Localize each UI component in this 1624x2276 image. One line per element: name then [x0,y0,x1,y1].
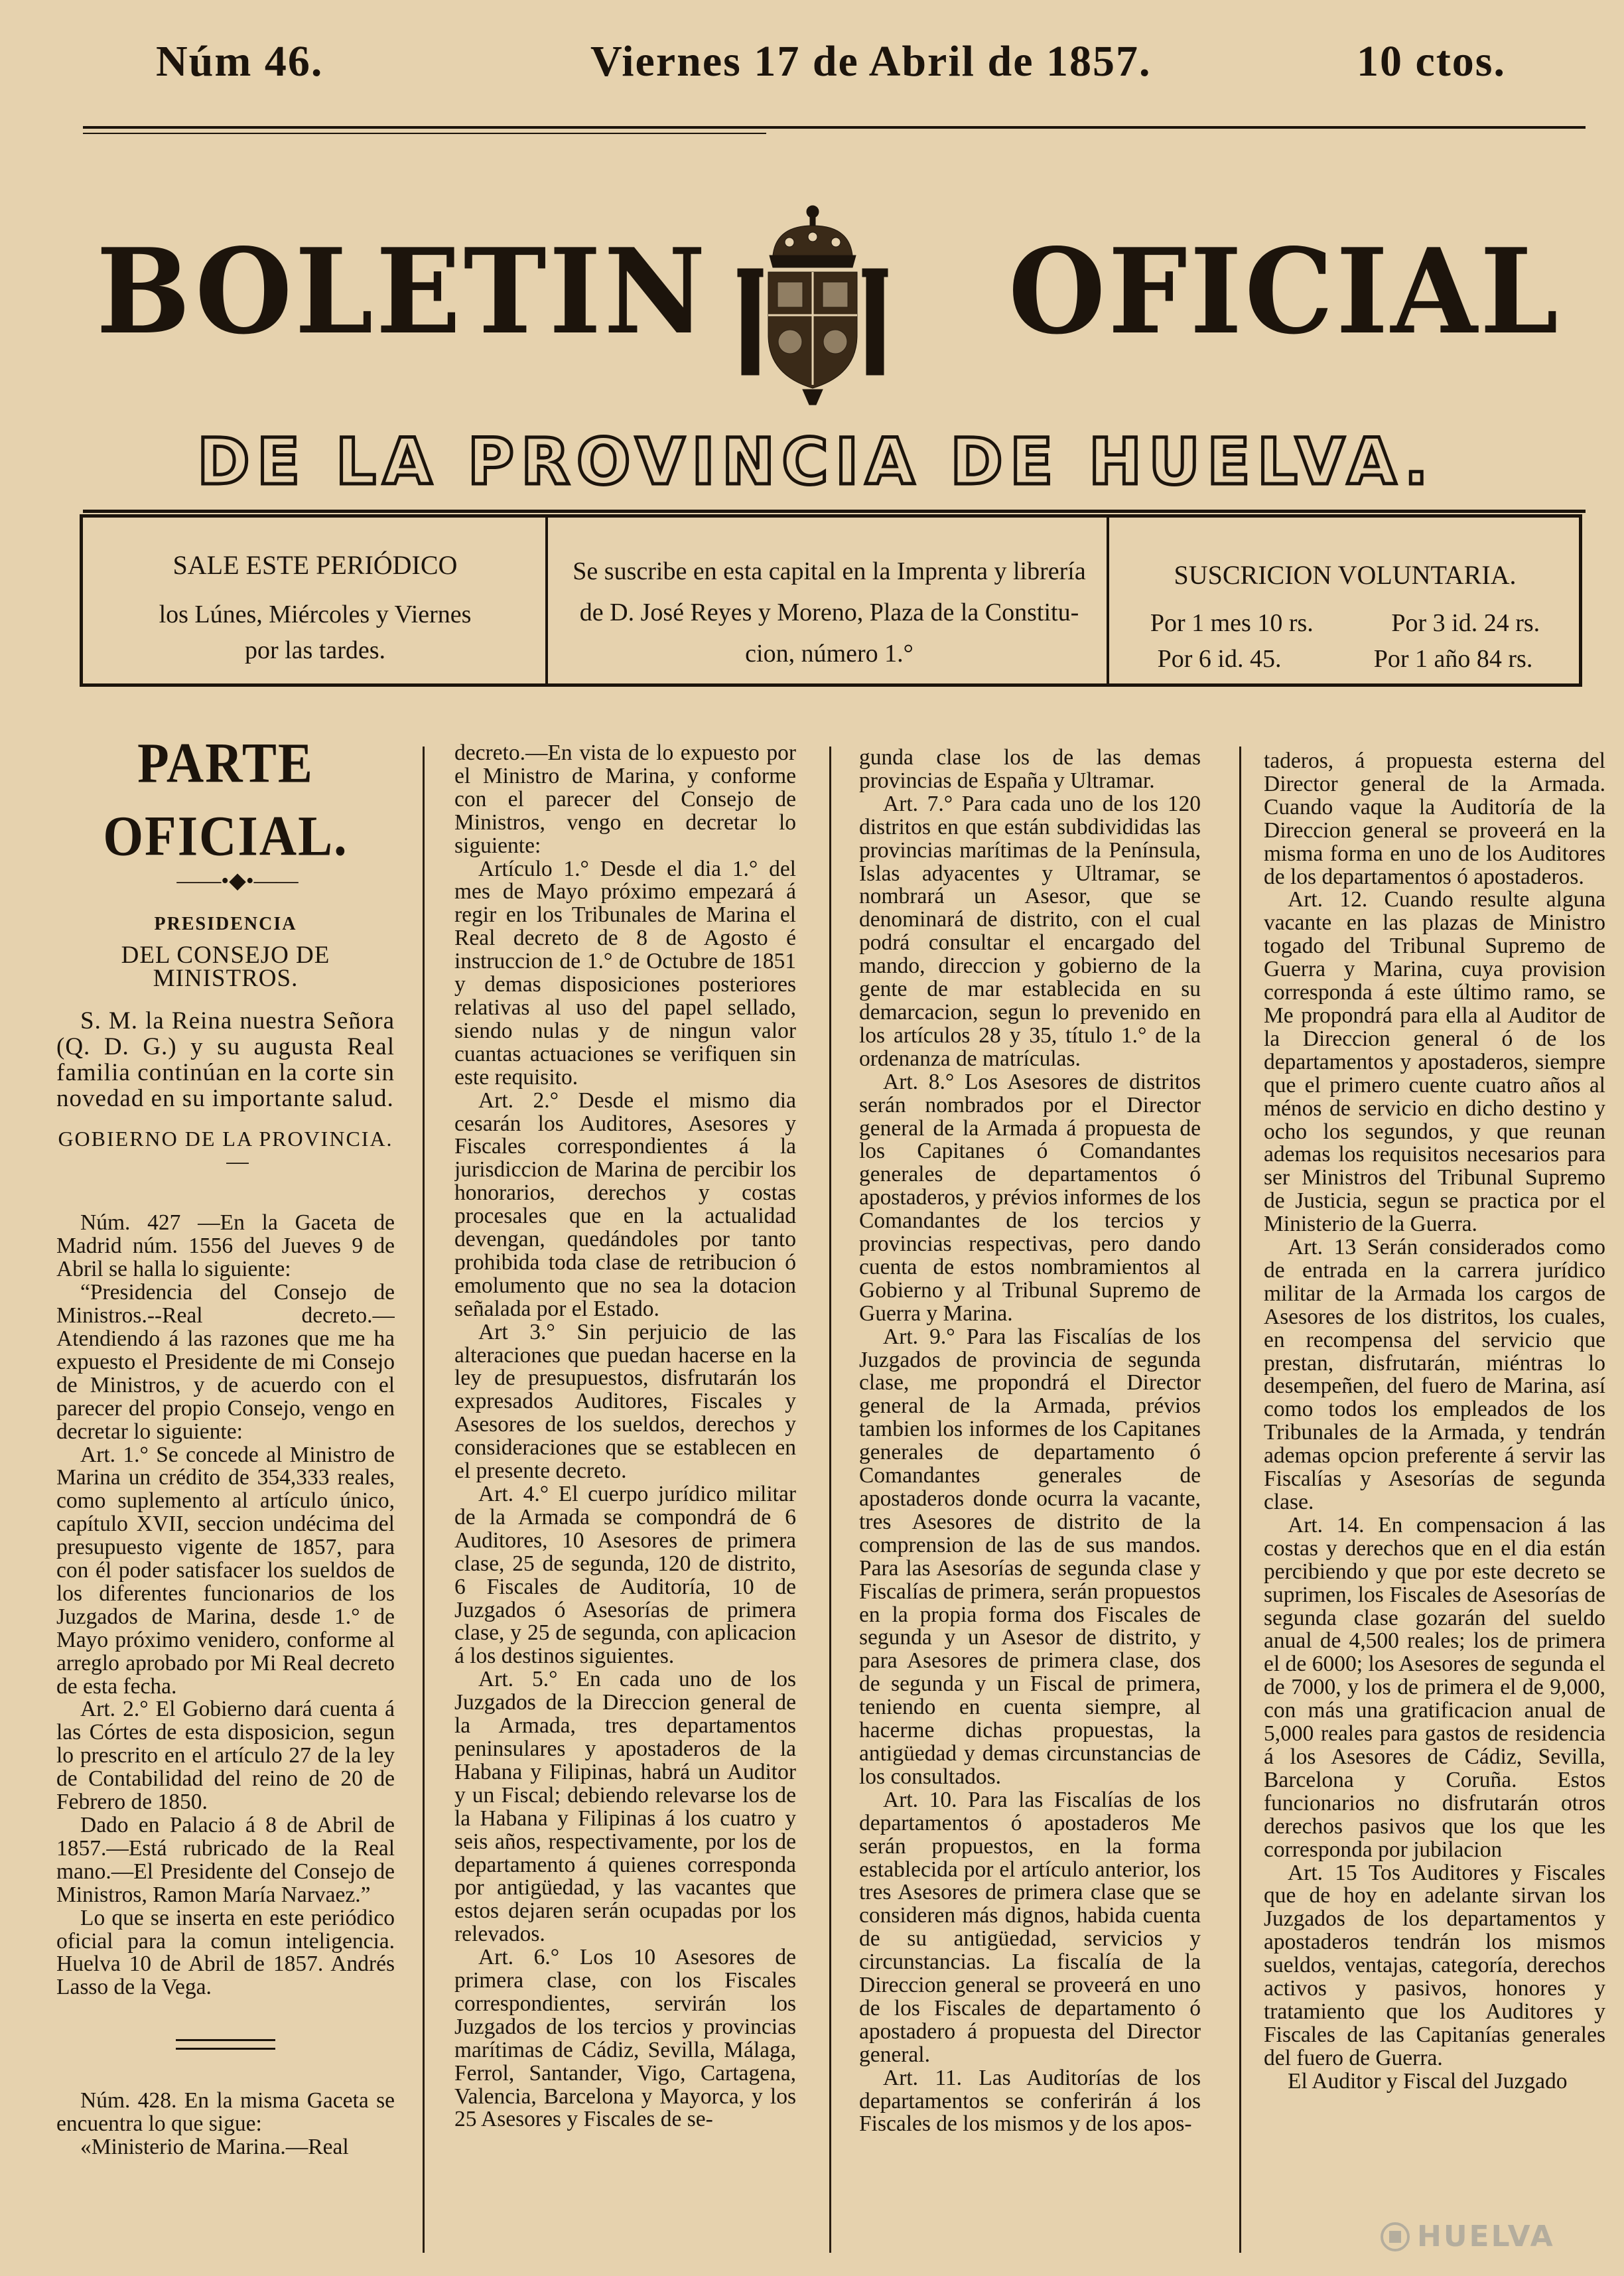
infobox-divider-2 [1107,518,1109,683]
publication-days-line1: los Lúnes, Miércoles y Viernes [159,601,472,628]
archive-watermark [1380,2220,1555,2253]
column-rule-2 [829,747,831,2253]
subscription-prices-cell [1111,518,1579,683]
col2-paragraph-art-6: Art. 6.° Los 10 Asesores de primera clase, con los Fiscales correspondientes, servirán los Juzgados de los tercios y provincias marítimas de Cádiz, Sevilla, Málaga, Ferrol, Santander, Vigo, Cartagena, Valencia, Barcelona y Mayorca, y los 25 Asesores y Fiscales de se- [454,1945,796,2132]
section-ornament: ——•◆•—— [176,869,299,893]
heading-consejo-ministros: DEL CONSEJO DE MINISTROS. [121,941,330,992]
publication-days-cell [83,518,547,683]
col2-paragraph-articulo-1: Artículo 1.° Desde el dia 1.° del mes de Mayo próximo empezará á regir en los Tribunales de Marina el Real decreto de 8 de Agosto é instruccion de 1.° de Octubre de 1851 y demas disposiciones posteriores relativas al uso del papel sellado, siendo nulas y de ningun valor cuantas actuaciones se verifiquen sin este requisito. [454,856,796,1090]
col2-paragraph-art-4: Art. 4.° El cuerpo jurídico militar de la Armada se compondrá de 6 Auditores, 10 Asesores de primera clase, 25 de segunda, 120 de distrito, 6 Fiscales de Auditoría, 10 de Juzgados ó Asesorías de primera clase, y 25 de segunda, con aplicacion á los destinos siguientes. [454,1482,796,1669]
col4-paragraph-1: taderos, á propuesta esterna del Director general de la Armada. Cuando vaque la Auditoría de la Direccion general se proveerá en la misma forma en uno de los Auditores de los departamentos ó apostaderos. [1264,750,1605,889]
col2-paragraph-art-3: Art 3.° Sin perjuicio de las alteraciones que puedan hacerse en la ley de presupuestos, disfrutarán los expresados Auditores, Fiscales y Asesores de los sueldos, derechos y consideraciones que se establecen en el presente decreto. [454,1319,796,1484]
price-6-months: Por 6 id. 45. [1157,645,1282,673]
col2-paragraph-art-2: Art. 2.° Desde el mismo dia cesarán los Auditores, Asesores y Fiscales correspondientes á la jurisdiccion de Marina de percibir los honorarios, derechos y costas procesales que en la actualidad devengan, quedándoles por tanto prohibida toda clase de retribucion ó emolumento que no sea la dotacion señalada por el Estado. [454,1088,796,1321]
col3-paragraph-1: gunda clase los de las demas provincias de España y Ultramar. [859,747,1201,793]
issue-number: Núm 46. [156,37,324,86]
subscription-place-line2: de D. José Reyes y Moreno, Plaza de la Constitu- [579,599,1079,626]
paragraph-num-427: Núm. 427 —En la Gaceta de Madrid núm. 1556 del Jueves 9 de Abril se halla lo siguiente: [56,1210,395,1282]
column-3 [859,747,1201,2273]
paragraph-ministerio-marina: «Ministerio de Marina.—Real [80,2135,349,2160]
issue-date: Viernes 17 de Abril de 1857. [590,37,1152,86]
col3-paragraph-art-7: Art. 7.° Para cada uno de los 120 distritos en que están subdivididas las provincias marítimas de la Península, Islas adyacentes y Ultramar, se nombrará un Asesor, que se denominará de distrito, con el cual podrá consultar el encargado del mando, direccion y gobierno de la gente de mar establecida en su demarcacion, segun lo prevenido en los artículos 28 y 35, título 1.° de la ordenanza de matrículas. [859,791,1201,1071]
issue-price: 10 ctos. [1357,37,1506,86]
double-rule-divider [176,2039,275,2050]
title-boletin: BOLETIN [96,222,709,360]
title-oficial: OFICIAL [1008,222,1561,360]
watermark-logo-icon [1380,2222,1410,2252]
masthead-info-line [0,36,1624,90]
subtitle-rule [83,510,1586,513]
column-1 [56,733,395,2259]
price-1-year: Por 1 año 84 rs. [1373,645,1533,673]
col4-paragraph-art-13: Art. 13 Serán considerados como de entrada en la carrera jurídico militar de la Armada los cargos de Asesores de los distritos, los cuales, en recompensa del servicio que prestan, disfrutarán, miéntras lo desempeñen, del fuero de Marina, así como todos los empleados de los Tribunales de la Armada, y tendrán ademas opcion preferente á servir las Fiscalías y Asesorías de segunda clase. [1264,1235,1605,1514]
heading-dash: — [226,1149,249,1174]
price-3-months: Por 3 id. 24 rs. [1391,609,1540,637]
column-4 [1264,750,1605,2276]
paragraph-reina-salud: S. M. la Reina nuestra Señora (Q. D. G.) y su augusta Real familia continúan en la corte sin novedad en su importante salud. [56,1007,395,1112]
col4-paragraph-auditor: El Auditor y Fiscal del Juzgado [1288,2068,1568,2094]
paragraph-num-428: Núm. 428. En la misma Gaceta se encuentra lo que sigue: [56,2088,395,2137]
paragraph-dado-palacio: Dado en Palacio á 8 de Abril de 1857.—Está rubricado de la Real mano.—El Presidente del Consejo de Ministros, Ramon María Narvaez.” [56,1813,395,1907]
paragraph-art-2: Art. 2.° El Gobierno dará cuenta á las Córtes de esta disposicion, segun lo prescrito en el artículo 27 de la ley de Contabilidad del reino de 20 de Febrero de 1850. [56,1697,395,1815]
column-rule-1 [423,747,425,2253]
paragraph-art-1: Art. 1.° Se concede al Ministro de Marina un crédito de 354,333 reales, como suplemento al artículo único, capítulo XVII, seccion undécima del presupuesto vigente de 1857, para con él poder satisfacer los sueldos de los diferentes funcionarios de los Juzgados de Marina, desde 1.° de Mayo próximo venidero, conforme al arreglo aprobado por Mi Real decreto de esta fecha. [56,1442,395,1699]
col4-paragraph-art-12: Art. 12. Cuando resulte alguna vacante en las plazas de Ministro togado del Tribunal Supremo de Guerra y Marina, cuya provision corresponda á este último ramo, se Me propondrá para ella al Auditor de la Direccion general ó de los departamentos y apostaderos, siempre que el primero cuente cuatro años al ménos de servicio en dicho destino y ocho los segundos, y que reunan ademas los requisitos necesarios para ser Ministros del Tribunal Supremo de Justicia, segun se practica por el Ministerio de la Guerra. [1264,887,1605,1237]
subscription-prices-title: SUSCRICION VOLUNTARIA. [1174,560,1517,590]
paragraph-real-decreto: “Presidencia del Consejo de Ministros.--Real decreto.—Atendiendo á las razones que me ha expuesto el Presidente de mi Consejo de Ministros, y de acuerdo con el parecer del propio Consejo, vengo en decretar lo siguiente: [56,1280,395,1444]
top-rule [83,126,1586,129]
publication-days-title: SALE ESTE PERIÓDICO [172,550,458,580]
col3-paragraph-art-10: Art. 10. Para las Fiscalías de los departamentos ó apostaderos Me serán propuestos, en la forma establecida por el artículo anterior, los tres Asesores de primera clase que se consideren más dignos, habida cuenta de su antigüedad, servicios y circunstancias. La fiscalía de la Direccion general se proveerá en uno de los Fiscales de departamento ó apostadero á propuesta del Director general. [859,1787,1201,2067]
col3-paragraph-art-8: Art. 8.° Los Asesores de distritos serán nombrados por el Director general de la Armada á propuesta de los Capitanes ó Comandantes generales de departamentos ó apostaderos, y prévios informes de los Comandantes de los tercios y provincias respectivas, pero dando cuenta de estos nombramientos al Gobierno y al Tribunal Supremo de Guerra y Marina. [859,1069,1201,1326]
col2-paragraph-1: decreto.—En vista de lo expuesto por el Ministro de Marina, y conforme con el parecer del Consejo de Ministros, vengo en decretar lo siguiente: [454,742,796,858]
col2-paragraph-art-5: Art. 5.° En cada uno de los Juzgados de la Direccion general de la Armada, tres departamentos peninsulares y apostaderos de la Habana y Filipinas, habrá un Auditor y un Fiscal; debiendo relevarse los de la Habana y Filipinas á los cuatro y seis años, respectivamente, por los de departamento á quienes corresponda por antigüedad, y las vacantes que estos dejaren serán ocupadas por los relevados. [454,1667,796,1947]
subscription-place-line3: cion, número 1.° [745,640,914,668]
subscription-place-cell [551,518,1108,683]
column-2 [454,742,796,2268]
top-rule-thin [83,133,766,134]
heading-gobierno-provincia: GOBIERNO DE LA PROVINCIA. [58,1126,393,1151]
masthead-subtitle: DE LA PROVINCIA DE HUELVA. [197,425,1435,499]
column-rule-3 [1239,747,1241,2253]
subscription-place-line1: Se suscribe en esta capital en la Imprenta y librería [573,557,1086,585]
paragraph-se-inserta: Lo que se inserta en este periódico oficial para la comun inteligencia. Huelva 10 de Abril de 1857. Andrés Lasso de la Vega. [56,1905,395,2000]
price-1-month: Por 1 mes 10 rs. [1150,609,1314,637]
royal-coat-of-arms-icon [736,202,889,408]
subscription-info-box [80,514,1582,687]
watermark-text: HUELVA [1417,2220,1555,2253]
col4-paragraph-art-15: Art. 15 Tos Auditores y Fiscales que de hoy en adelante sirvan los Juzgados de los departamentos y apostaderos tendrán los mismos sueldos, ventajas, categoría, derechos activos y pasivos, honores y tratamiento que los Auditores y Fiscales de las Capitanías generales del fuero de Guerra. [1264,1860,1605,2070]
col3-paragraph-art-9: Art. 9.° Para las Fiscalías de los Juzgados de provincia de segunda clase, me propondrá el Director general de la Armada, prévios tambien los informes de los Capitanes generales de departamento ó Comandantes generales de apostaderos donde ocurra la vacante, tres Asesores de distrito de la comprension de las de sus mandos. Para las Asesorías de segunda clase y Fiscalías de primera, serán propuestos en la propia forma dos Fiscales de segunda y un Asesor de distrito, y para Asesores de primera clase, dos de segunda y un Fiscal de primera, teniendo en cuenta siempre, al hacerme dichas propuestas, la antigüedad y demas circunstancias de los consultados. [859,1324,1201,1789]
col4-paragraph-art-14: Art. 14. En compensacion á las costas y derechos que en el dia están percibiendo y que por este decreto se suprimen, los Fiscales de Asesorías de segunda clase gozarán del sueldo anual de 4,500 reales; los de primera el de 6000; los Asesores de segunda el de 7000, y los de primera el de 9,000, con más una gratificacion anual de 5,000 reales para gastos de residencia á los Asesores de Cádiz, Sevilla, Barcelona y Coruña. Estos funcionarios no disfrutarán otros derechos pasivos que los que les corresponda por jubilacion [1264,1512,1605,1862]
section-title-parte-oficial: PARTE OFICIAL. [103,733,348,868]
publication-days-line2: por las tardes. [244,636,386,664]
heading-presidencia: PRESIDENCIA [154,913,297,934]
infobox-divider-1 [545,518,548,683]
col3-paragraph-art-11: Art. 11. Las Auditorías de los departamentos se conferirán á los Fiscales de los mismos y de los apos- [859,2065,1201,2137]
